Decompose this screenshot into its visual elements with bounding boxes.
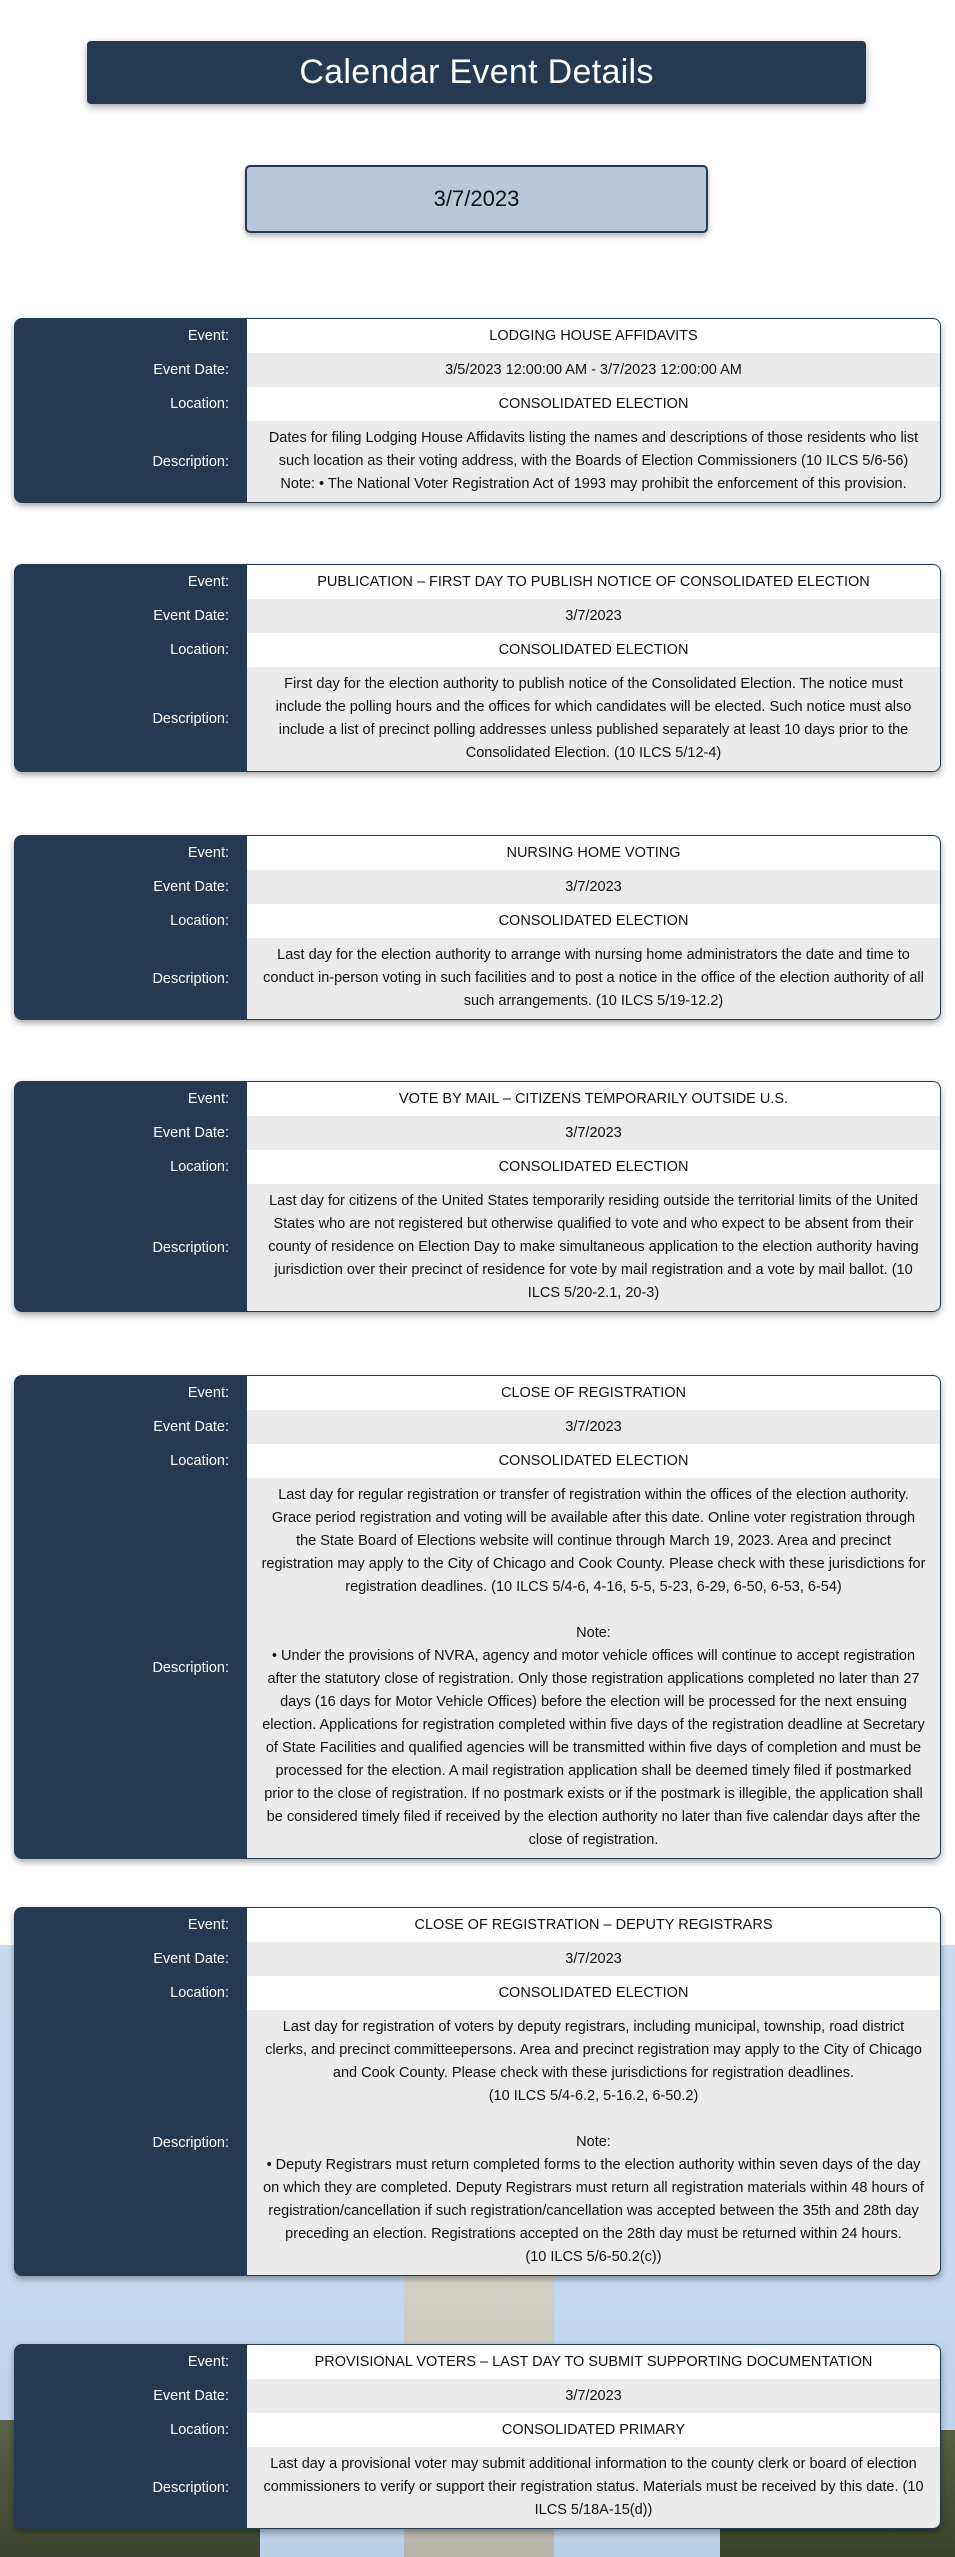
description-label: Description:: [15, 938, 247, 1019]
location-label: Location:: [15, 2413, 247, 2447]
event-description: [261, 2010, 926, 2275]
location-label: Location:: [15, 904, 247, 938]
event-date: 3/7/2023: [247, 1410, 940, 1444]
event-date: 3/7/2023: [247, 2379, 940, 2413]
description-text: Last day for registration of voters by deputy registrars, including municipal, township, road district clerks, and precinct committeepersons. Area and precinct registration may apply to the City of Chicago and Cook County. Please check with these jurisdictions for registration deadlines.: [265, 2019, 922, 2081]
event-description: [261, 1478, 926, 1858]
event-card: [14, 835, 941, 1020]
event-date-label: Event Date:: [15, 870, 247, 904]
event-description: Dates for filing Lodging House Affidavits listing the names and descriptions of those residents who list such location as their voting address, with the Boards of Election Commissioners (10 ILCS 5/6-56) Note: • The National Voter Registration Act of 1993 may prohibit the enforcement of this provision.: [268, 430, 919, 492]
location-label: Location:: [15, 1444, 247, 1478]
description-label: Description:: [15, 1478, 247, 1858]
event-label: Event:: [15, 319, 247, 353]
event-name: PUBLICATION – FIRST DAY TO PUBLISH NOTICE OF CONSOLIDATED ELECTION: [247, 565, 940, 599]
event-date-label: Event Date:: [15, 1942, 247, 1976]
location-label: Location:: [15, 633, 247, 667]
event-date: 3/7/2023: [247, 599, 940, 633]
event-date-label: Event Date:: [15, 353, 247, 387]
event-description: Last day for citizens of the United States temporarily residing outside the territorial limits of the United States who are not registered but otherwise qualified to vote and who expect to be absent from their county of residence on Election Day to make simultaneous application to the election authority having jurisdiction over their precinct of residence for vote by mail registration and a vote by mail ballot. (10 ILCS 5/20-2.1, 20-3): [268, 1193, 919, 1301]
description-label: Description:: [15, 1184, 247, 1311]
event-label: Event:: [15, 1082, 247, 1116]
event-location: CONSOLIDATED ELECTION: [247, 1444, 940, 1478]
description-label: Description:: [15, 2010, 247, 2275]
event-card: [14, 318, 941, 503]
page-title: Calendar Event Details: [87, 41, 866, 104]
event-name: NURSING HOME VOTING: [247, 836, 940, 870]
description-text: Last day for regular registration or transfer of registration within the offices of the election authority. Grace period registration and voting will be available after this date. Online voter registration through the State Board of Elections website will continue through March 19, 2023. Area and precinct registration may apply to the City of Chicago and Cook County. Please check with these jurisdictions for registration deadlines. (10 ILCS 5/4-6, 4-16, 5-5, 5-23, 6-29, 6-50, 6-53, 6-54): [261, 1487, 926, 1595]
event-location: CONSOLIDATED PRIMARY: [247, 2413, 940, 2447]
event-label: Event:: [15, 1908, 247, 1942]
event-label: Event:: [15, 2345, 247, 2379]
event-card: [14, 1081, 941, 1312]
description-label: Description:: [15, 2447, 247, 2528]
description-label: Description:: [15, 421, 247, 502]
event-location: CONSOLIDATED ELECTION: [247, 387, 940, 421]
event-card: [14, 1375, 941, 1859]
event-location: CONSOLIDATED ELECTION: [247, 904, 940, 938]
event-date: 3/7/2023: [247, 1116, 940, 1150]
description-label: Description:: [15, 667, 247, 771]
event-card: [14, 1907, 941, 2276]
event-date: 3/5/2023 12:00:00 AM - 3/7/2023 12:00:00 AM: [247, 353, 940, 387]
event-date-label: Event Date:: [15, 599, 247, 633]
note-text: • Under the provisions of NVRA, agency and motor vehicle offices will continue to accept registration after the statutory close of registration. Only those registration applications completed no later than 27 days (16 days for Motor Vehicle Offices) before the election will be processed for the next ensuing election. Applications for registration completed within five days of the registration deadline at Secretary of State Facilities and qualified agencies will be transmitted within five days of completion and must be processed for the election. A mail registration application shall be deemed timely filed if postmarked prior to the close of registration. If no postmark exists or if the postmark is illegible, the application shall be considered timely filed if received by the election authority no later than five calendar days after the close of registration.: [262, 1648, 925, 1848]
event-card: [14, 564, 941, 772]
event-label: Event:: [15, 836, 247, 870]
event-date-label: Event Date:: [15, 1116, 247, 1150]
event-date: 3/7/2023: [247, 1942, 940, 1976]
event-card: [14, 2344, 941, 2529]
event-name: VOTE BY MAIL – CITIZENS TEMPORARILY OUTSIDE U.S.: [247, 1082, 940, 1116]
event-location: CONSOLIDATED ELECTION: [247, 633, 940, 667]
event-description: Last day for the election authority to arrange with nursing home administrators the date and time to conduct in-person voting in such facilities and to post a notice in the office of the election authority of all such arrangements. (10 ILCS 5/19-12.2): [263, 947, 924, 1009]
event-date-label: Event Date:: [15, 1410, 247, 1444]
event-location: CONSOLIDATED ELECTION: [247, 1150, 940, 1184]
note-text: • Deputy Registrars must return completed forms to the election authority within seven days of the day on which they are completed. Deputy Registrars must return all registration materials within 48 hours of registration/cancellation if such registration/cancellation was accepted between the 35th and 28th day preceding an election. Registrations accepted on the 28th day must be returned within 24 hours.: [263, 2157, 924, 2242]
event-description: First day for the election authority to publish notice of the Consolidated Election. The notice must include the polling hours and the offices for which candidates will be elected. Such notice must also include a list of precinct polling addresses unless published separately at least 10 days prior to the Consolidated Election. (10 ILCS 5/12-4): [275, 676, 912, 761]
note-citation: (10 ILCS 5/6-50.2(c)): [525, 2249, 662, 2265]
event-description: Last day a provisional voter may submit additional information to the county clerk or board of election commissioners to verify or support their registration status. Materials must be received by this date. (10 ILCS 5/18A-15(d)): [263, 2456, 924, 2518]
location-label: Location:: [15, 1150, 247, 1184]
location-label: Location:: [15, 1976, 247, 2010]
location-label: Location:: [15, 387, 247, 421]
event-date-label: Event Date:: [15, 2379, 247, 2413]
event-label: Event:: [15, 565, 247, 599]
selected-date-box: 3/7/2023: [245, 165, 708, 233]
event-location: CONSOLIDATED ELECTION: [247, 1976, 940, 2010]
event-name: PROVISIONAL VOTERS – LAST DAY TO SUBMIT SUPPORTING DOCUMENTATION: [247, 2345, 940, 2379]
event-date: 3/7/2023: [247, 870, 940, 904]
event-name: LODGING HOUSE AFFIDAVITS: [247, 319, 940, 353]
event-name: CLOSE OF REGISTRATION – DEPUTY REGISTRARS: [247, 1908, 940, 1942]
event-name: CLOSE OF REGISTRATION: [247, 1376, 940, 1410]
description-citation: (10 ILCS 5/4-6.2, 5-16.2, 6-50.2): [488, 2088, 699, 2104]
note-heading: Note:: [576, 1625, 611, 1641]
event-label: Event:: [15, 1376, 247, 1410]
note-heading: Note:: [576, 2134, 611, 2150]
